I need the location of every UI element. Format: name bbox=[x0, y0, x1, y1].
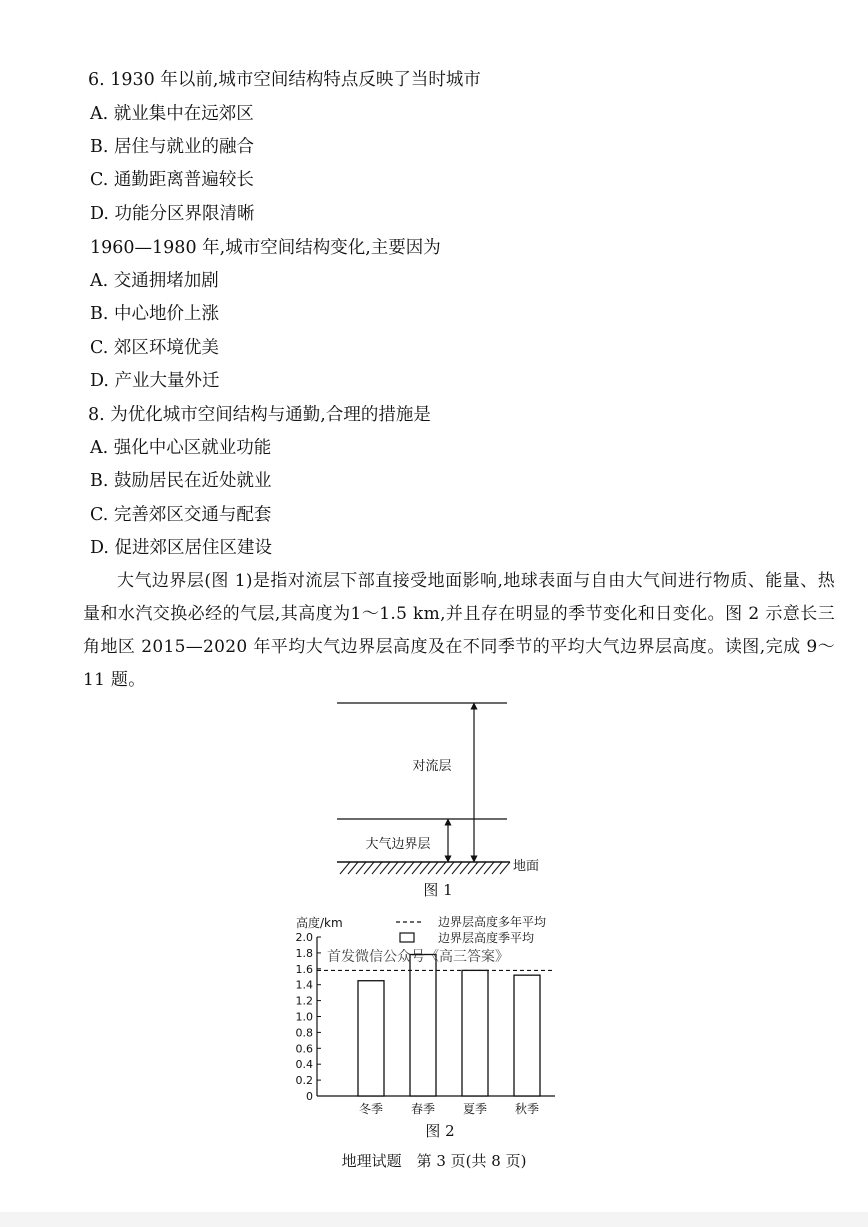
q7-option-c: C. 郊区环境优美 bbox=[90, 338, 219, 358]
ground-hatching bbox=[340, 862, 510, 874]
q7-option-a: A. 交通拥堵加剧 bbox=[90, 271, 219, 291]
figure-2-caption: 图 2 bbox=[425, 1122, 455, 1140]
page-footer: 地理试题 第 3 页(共 8 页) bbox=[341, 1152, 527, 1170]
scan-edge bbox=[0, 1212, 868, 1227]
q8-option-d: D. 促进郊区居住区建设 bbox=[90, 538, 273, 558]
x-tick-label: 春季 bbox=[410, 1102, 436, 1116]
question-8-stem: 8. 为优化城市空间结构与通勤,合理的措施是 bbox=[88, 405, 431, 425]
q6-option-a: A. 就业集中在远郊区 bbox=[90, 104, 254, 124]
legend-bar-label: 边界层高度季平均 bbox=[438, 931, 535, 945]
watermark-text: 首发微信公众号《高三答案》 bbox=[327, 949, 509, 965]
figure-1-diagram bbox=[320, 690, 560, 900]
y-tick-label: 0 bbox=[306, 1090, 313, 1103]
figure-2-chart bbox=[280, 905, 600, 1145]
figure-1-caption: 图 1 bbox=[423, 881, 453, 899]
q7-option-b: B. 中心地价上涨 bbox=[90, 304, 219, 324]
bar-0 bbox=[358, 981, 384, 1096]
y-tick-label: 2.0 bbox=[295, 931, 313, 944]
q6-option-b: B. 居住与就业的融合 bbox=[90, 137, 254, 157]
q8-option-c: C. 完善郊区交通与配套 bbox=[90, 505, 272, 525]
q6-option-c: C. 通勤距离普遍较长 bbox=[90, 170, 254, 190]
y-tick-label: 1.4 bbox=[295, 978, 313, 992]
y-tick-label: 0.6 bbox=[295, 1042, 313, 1056]
q8-option-a: A. 强化中心区就业功能 bbox=[90, 438, 272, 458]
troposphere-label: 对流层 bbox=[412, 759, 452, 774]
y-axis-label: 高度/km bbox=[296, 916, 343, 930]
q7-option-d: D. 产业大量外迁 bbox=[90, 371, 220, 391]
y-tick-label: 1.2 bbox=[295, 994, 313, 1008]
y-tick-label: 0.4 bbox=[295, 1058, 313, 1072]
q8-option-b: B. 鼓励居民在近处就业 bbox=[90, 471, 272, 491]
legend-bar-sample bbox=[400, 933, 414, 942]
x-tick-label: 冬季 bbox=[358, 1102, 384, 1116]
x-tick-label: 秋季 bbox=[514, 1102, 540, 1116]
boundary-layer-label: 大气边界层 bbox=[365, 837, 431, 852]
y-tick-label: 0.8 bbox=[295, 1026, 313, 1040]
passage-text: 大气边界层(图 1)是指对流层下部直接受地面影响,地球表面与自由大气间进行物质、能量、热量和水汽交换必经的气层,其高度为1～1.5 km,并且存在明显的季节变化和日变化。图 2 示意长三角地区 2015—2020 年平均大气边界层高度及在不同季节的平均大气边界层高度。读图,完成 9～11 题。 bbox=[83, 571, 836, 690]
y-tick-label: 1.0 bbox=[295, 1010, 313, 1024]
bar-2 bbox=[462, 970, 488, 1096]
q6-option-d: D. 功能分区界限清晰 bbox=[90, 204, 255, 224]
bar-3 bbox=[514, 975, 540, 1096]
bar-1 bbox=[410, 954, 436, 1096]
ground-label: 地面 bbox=[513, 859, 540, 874]
y-tick-label: 1.8 bbox=[295, 946, 313, 960]
question-7-stem: 1960—1980 年,城市空间结构变化,主要因为 bbox=[90, 238, 441, 258]
y-tick-label: 0.2 bbox=[295, 1074, 313, 1088]
question-6-stem: 6. 1930 年以前,城市空间结构特点反映了当时城市 bbox=[88, 70, 481, 90]
legend-dashed-label: 边界层高度多年平均 bbox=[438, 915, 547, 929]
y-tick-label: 1.6 bbox=[295, 962, 313, 976]
x-tick-label: 夏季 bbox=[462, 1102, 488, 1116]
